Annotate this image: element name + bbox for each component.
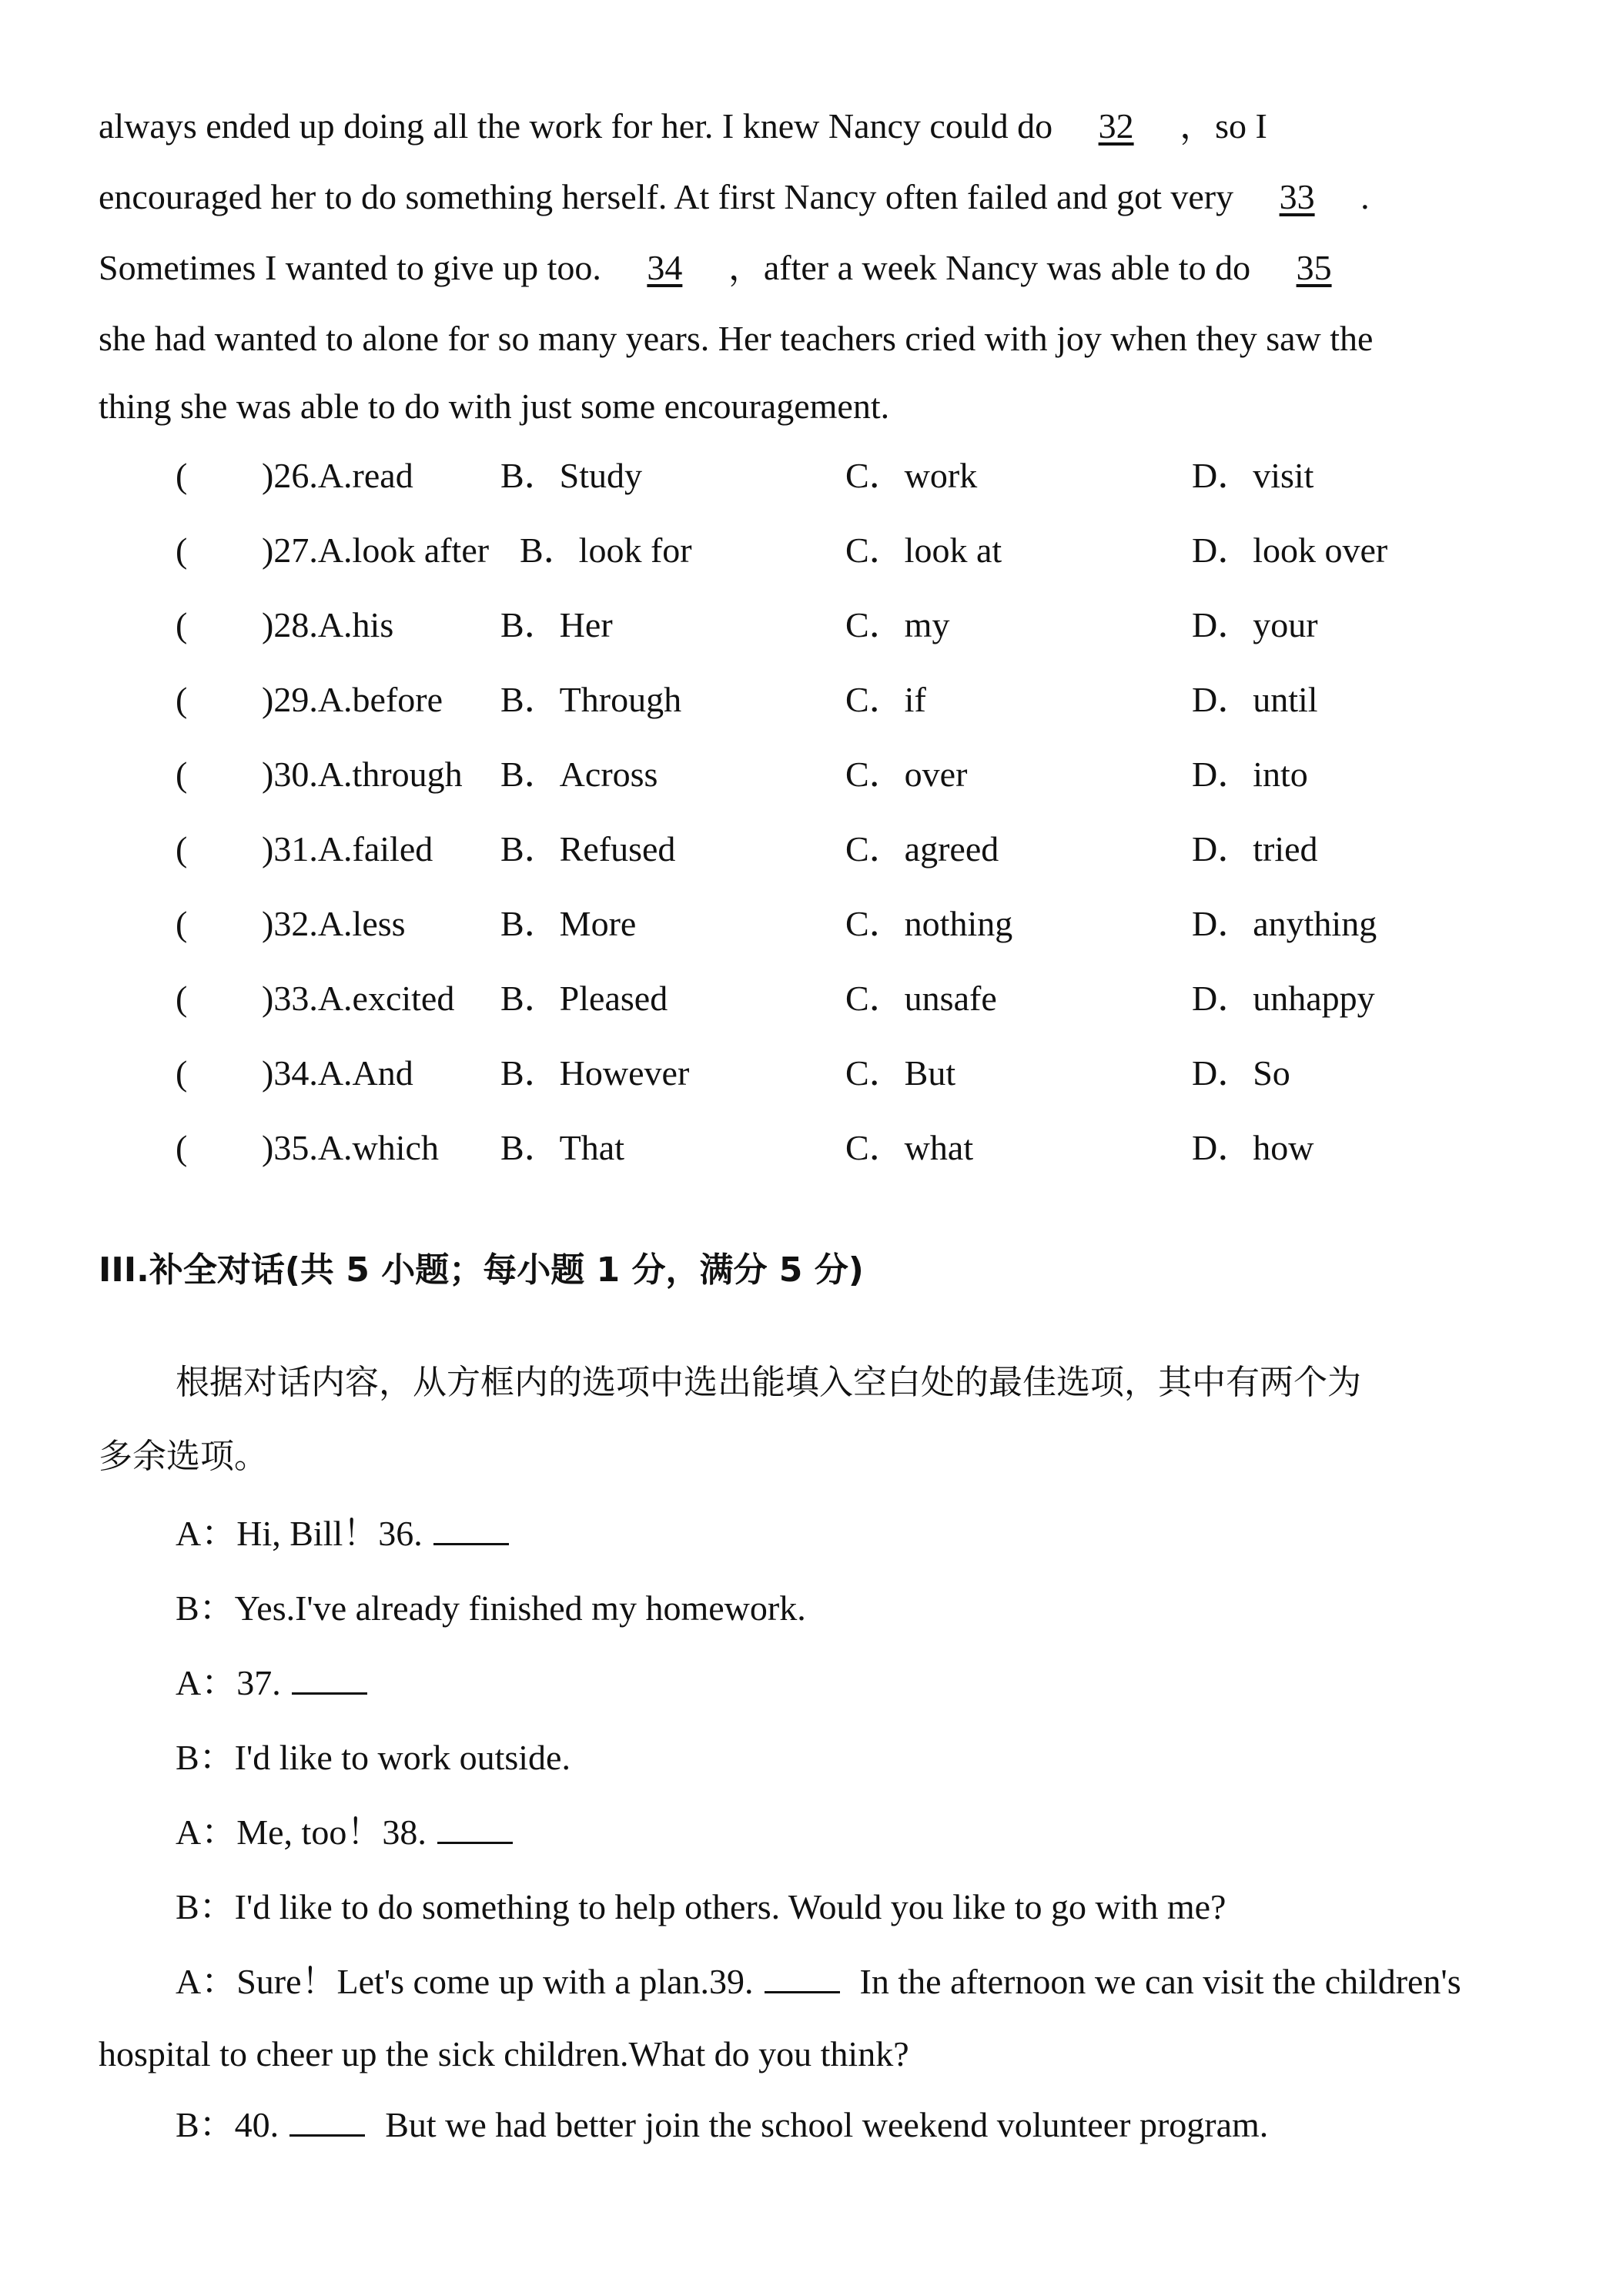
- question-row-27: [0, 529, 1623, 572]
- option-d: D．visit: [1192, 456, 1314, 495]
- answer-paren[interactable]: (: [176, 1128, 188, 1167]
- answer-paren[interactable]: (: [176, 680, 188, 719]
- passage-line-4: she had wanted to alone for so many years. Her teachers cried with joy when they saw the: [99, 319, 1374, 358]
- instruction-line-1: 根据对话内容，从方框内的选项中选出能填入空白处的最佳选项，其中有两个为: [176, 1363, 1361, 1402]
- dialogue-text: A：Sure！Let's come up with a plan.39.: [176, 1962, 754, 2001]
- question-row-32: [0, 902, 1623, 946]
- blank-35[interactable]: 35: [1296, 248, 1332, 287]
- passage-text: always ended up doing all the work for her. I knew Nancy could do: [99, 106, 1053, 146]
- option-c: C．my: [845, 605, 950, 644]
- answer-paren[interactable]: (: [176, 979, 188, 1018]
- question-row-26: [0, 454, 1623, 497]
- option-a: )32.A.less: [262, 904, 406, 943]
- option-a: )29.A.before: [262, 680, 443, 719]
- dialogue-text: In the afternoon we can visit the children's: [859, 1962, 1461, 2001]
- answer-paren[interactable]: (: [176, 530, 188, 570]
- option-c: C．if: [845, 680, 926, 719]
- answer-paren[interactable]: (: [176, 605, 188, 644]
- passage-line-2: [99, 176, 1370, 219]
- blank-38[interactable]: [437, 1811, 513, 1844]
- answer-paren[interactable]: (: [176, 904, 188, 943]
- option-b: B．Study: [500, 456, 643, 495]
- option-d: D．how: [1192, 1128, 1314, 1167]
- dialogue-line-7: [176, 1960, 1461, 2003]
- section-title: III.补全对话(共 5 小题；每小题 1 分，满分 5 分): [99, 1250, 864, 1290]
- option-b: B．Through: [500, 680, 682, 719]
- blank-39[interactable]: [765, 1960, 840, 1993]
- option-b: B．That: [500, 1128, 624, 1167]
- option-b: B．Pleased: [500, 979, 668, 1018]
- passage-text: Sometimes I wanted to give up too.: [99, 248, 601, 287]
- dialogue-line-8: hospital to cheer up the sick children.What do you think?: [99, 2034, 909, 2073]
- option-a: )34.A.And: [262, 1053, 413, 1093]
- option-d: D．your: [1192, 605, 1318, 644]
- answer-paren[interactable]: (: [176, 456, 188, 495]
- option-b: B．Across: [500, 755, 658, 794]
- option-c: C．But: [845, 1053, 956, 1093]
- option-a: )26.A.read: [262, 456, 413, 495]
- option-c: C．agreed: [845, 829, 999, 869]
- option-b: B．look for: [520, 530, 692, 570]
- passage-text: ，so I: [1180, 106, 1267, 146]
- blank-33[interactable]: 33: [1279, 177, 1315, 216]
- option-d: D．So: [1192, 1053, 1290, 1093]
- option-c: C．unsafe: [845, 979, 997, 1018]
- blank-34[interactable]: 34: [647, 248, 683, 287]
- option-d: D．anything: [1192, 904, 1377, 943]
- question-row-34: [0, 1052, 1623, 1095]
- passage-line-3: [99, 246, 1355, 290]
- dialogue-line-1: [176, 1512, 509, 1555]
- question-row-33: [0, 977, 1623, 1020]
- option-c: C．what: [845, 1128, 974, 1167]
- option-a: )33.A.excited: [262, 979, 455, 1018]
- passage-text: ，after a week Nancy was able to do: [728, 248, 1251, 287]
- dialogue-line-4: B：I'd like to work outside.: [176, 1738, 571, 1777]
- dialogue-line-3: [176, 1662, 367, 1705]
- question-row-30: [0, 753, 1623, 796]
- dialogue-text: A：Me, too！38.: [176, 1812, 427, 1852]
- option-b: B．However: [500, 1053, 690, 1093]
- answer-paren[interactable]: (: [176, 829, 188, 869]
- passage-line-5: thing she was able to do with just some encouragement.: [99, 387, 890, 426]
- blank-37[interactable]: [292, 1662, 367, 1695]
- option-c: C．nothing: [845, 904, 1013, 943]
- dialogue-line-9: [176, 2104, 1268, 2147]
- option-a: )27.A.look after: [262, 530, 490, 570]
- option-b: B．More: [500, 904, 637, 943]
- question-row-29: [0, 678, 1623, 721]
- dialogue-text: A：Hi, Bill！36.: [176, 1514, 423, 1553]
- blank-36[interactable]: [433, 1512, 509, 1545]
- dialogue-line-2: B：Yes.I've already finished my homework.: [176, 1588, 806, 1628]
- option-b: B．Her: [500, 605, 613, 644]
- option-a: )31.A.failed: [262, 829, 433, 869]
- option-d: D．until: [1192, 680, 1318, 719]
- question-row-35: [0, 1126, 1623, 1170]
- passage-line-1: [99, 105, 1267, 148]
- option-d: D．look over: [1192, 530, 1388, 570]
- dialogue-text: But we had better join the school weekend volunteer program.: [385, 2105, 1269, 2144]
- option-a: )28.A.his: [262, 605, 394, 644]
- answer-paren[interactable]: (: [176, 755, 188, 794]
- option-a: )30.A.through: [262, 755, 463, 794]
- option-a: )35.A.which: [262, 1128, 439, 1167]
- dialogue-text: A：37.: [176, 1663, 281, 1702]
- dialogue-text: B：40.: [176, 2105, 279, 2144]
- option-d: D．tried: [1192, 829, 1318, 869]
- dialogue-line-5: [176, 1811, 513, 1854]
- option-d: D．unhappy: [1192, 979, 1375, 1018]
- question-row-31: [0, 828, 1623, 871]
- option-c: C．work: [845, 456, 978, 495]
- passage-text: encouraged her to do something herself. At first Nancy often failed and got very: [99, 177, 1234, 216]
- blank-40[interactable]: [289, 2104, 365, 2137]
- dialogue-line-6: B：I'd like to do something to help others. Would you like to go with me?: [176, 1887, 1226, 1926]
- answer-paren[interactable]: (: [176, 1053, 188, 1093]
- instruction-line-2: 多余选项。: [99, 1437, 268, 1476]
- option-c: C．over: [845, 755, 968, 794]
- passage-text: .: [1360, 177, 1370, 216]
- option-b: B．Refused: [500, 829, 676, 869]
- question-row-28: [0, 604, 1623, 647]
- option-c: C．look at: [845, 530, 1002, 570]
- blank-32[interactable]: 32: [1098, 106, 1134, 146]
- option-d: D．into: [1192, 755, 1308, 794]
